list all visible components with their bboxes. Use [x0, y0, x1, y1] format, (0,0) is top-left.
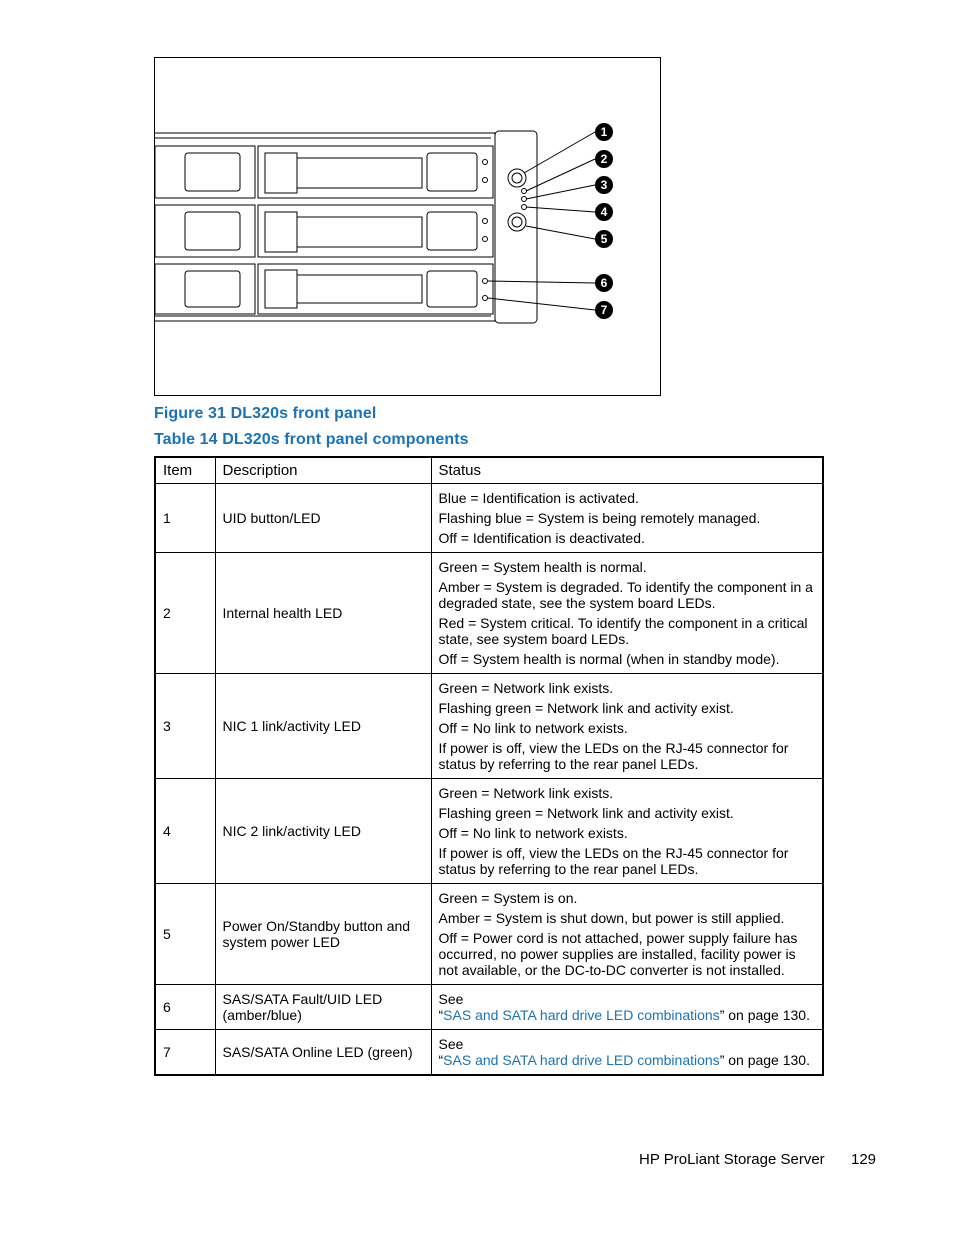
status-line: Flashing blue = System is being remotely managed.: [438, 510, 761, 526]
status-cell: [431, 985, 823, 1030]
callout-3-label: 3: [600, 178, 608, 192]
item-cell: 4: [155, 779, 215, 884]
status-line: Flashing green = Network link and activity exist.: [438, 805, 734, 821]
table-row: [155, 884, 823, 985]
front-panel-illustration: [155, 58, 660, 395]
status-line: If power is off, view the LEDs on the RJ-45 connector for status by referring to the rear panel LEDs.: [438, 845, 789, 877]
description-cell: Power On/Standby button and system power LED: [215, 884, 431, 985]
header-description: Description: [215, 457, 431, 484]
see-text: See: [438, 991, 464, 1007]
status-cell: [431, 884, 823, 985]
description-cell: SAS/SATA Fault/UID LED (amber/blue): [215, 985, 431, 1030]
led-combinations-link[interactable]: SAS and SATA hard drive LED combinations: [443, 1007, 720, 1023]
page-number: 129: [851, 1151, 877, 1168]
status-line: Off = Power cord is not attached, power supply failure has occurred, no power supplies are installed, facility power is not available, or the DC-to-DC converter is not installed.: [438, 930, 798, 978]
header-status: Status: [431, 457, 823, 484]
description-cell: UID button/LED: [215, 484, 431, 553]
status-line: Green = System health is normal.: [438, 559, 647, 575]
item-cell: 6: [155, 985, 215, 1030]
uid-button-shape: [508, 169, 526, 187]
see-text: See: [438, 1036, 464, 1052]
figure-caption: Figure 31 DL320s front panel: [154, 405, 377, 422]
status-cell: [431, 484, 823, 553]
status-line: Off = System health is normal (when in standby mode).: [438, 651, 780, 667]
drive-bay-row-3: [155, 264, 493, 314]
status-line: Red = System critical. To identify the component in a critical state, see system board LEDs.: [438, 615, 808, 647]
status-cell: [431, 674, 823, 779]
table-row: [155, 484, 823, 553]
description-cell: NIC 1 link/activity LED: [215, 674, 431, 779]
callouts: [595, 123, 613, 319]
status-cell: [431, 1030, 823, 1076]
callout-7-label: 7: [600, 303, 608, 317]
header-item: Item: [155, 457, 215, 484]
table-header-row: [155, 457, 823, 484]
open-quote: “: [438, 1052, 444, 1068]
footer-title: HP ProLiant Storage Server: [639, 1151, 825, 1168]
item-cell: 2: [155, 553, 215, 674]
status-cell: [431, 779, 823, 884]
table-row: [155, 674, 823, 779]
status-line: Amber = System is degraded. To identify the component in a degraded state, see the system board LEDs.: [438, 579, 813, 611]
drive-bay-row-2: [155, 205, 493, 257]
table-caption: Table 14 DL320s front panel components: [154, 431, 469, 448]
callout-5-label: 5: [600, 232, 608, 246]
item-cell: 7: [155, 1030, 215, 1076]
status-line: Blue = Identification is activated.: [438, 490, 639, 506]
table-row: [155, 1030, 823, 1076]
page-reference: ” on page 130.: [719, 1007, 810, 1023]
callout-4-label: 4: [600, 205, 608, 219]
status-line: Green = System is on.: [438, 890, 578, 906]
led-combinations-link[interactable]: SAS and SATA hard drive LED combinations: [443, 1052, 720, 1068]
table-row: [155, 779, 823, 884]
front-panel-figure: [154, 57, 661, 396]
status-line: Green = Network link exists.: [438, 785, 614, 801]
power-button-shape: [508, 213, 526, 231]
item-cell: 1: [155, 484, 215, 553]
open-quote: “: [438, 1007, 444, 1023]
description-cell: NIC 2 link/activity LED: [215, 779, 431, 884]
description-cell: Internal health LED: [215, 553, 431, 674]
page-reference: ” on page 130.: [719, 1052, 810, 1068]
status-line: Off = No link to network exists.: [438, 825, 628, 841]
status-line: Flashing green = Network link and activity exist.: [438, 700, 734, 716]
callout-2-label: 2: [600, 152, 608, 166]
table-row: [155, 985, 823, 1030]
callout-6-label: 6: [600, 276, 608, 290]
description-cell: SAS/SATA Online LED (green): [215, 1030, 431, 1076]
callout-1-label: 1: [600, 125, 608, 139]
item-cell: 5: [155, 884, 215, 985]
status-cell: [431, 553, 823, 674]
chassis-outline: [155, 133, 495, 321]
status-line: Off = No link to network exists.: [438, 720, 628, 736]
item-cell: 3: [155, 674, 215, 779]
status-line: Green = Network link exists.: [438, 680, 614, 696]
table-row: [155, 553, 823, 674]
status-line: Amber = System is shut down, but power is still applied.: [438, 910, 785, 926]
status-line: Off = Identification is deactivated.: [438, 530, 645, 546]
drive-bay-row-1: [155, 146, 493, 198]
status-line: If power is off, view the LEDs on the RJ-45 connector for status by referring to the rear panel LEDs.: [438, 740, 789, 772]
components-table: [154, 456, 824, 1076]
